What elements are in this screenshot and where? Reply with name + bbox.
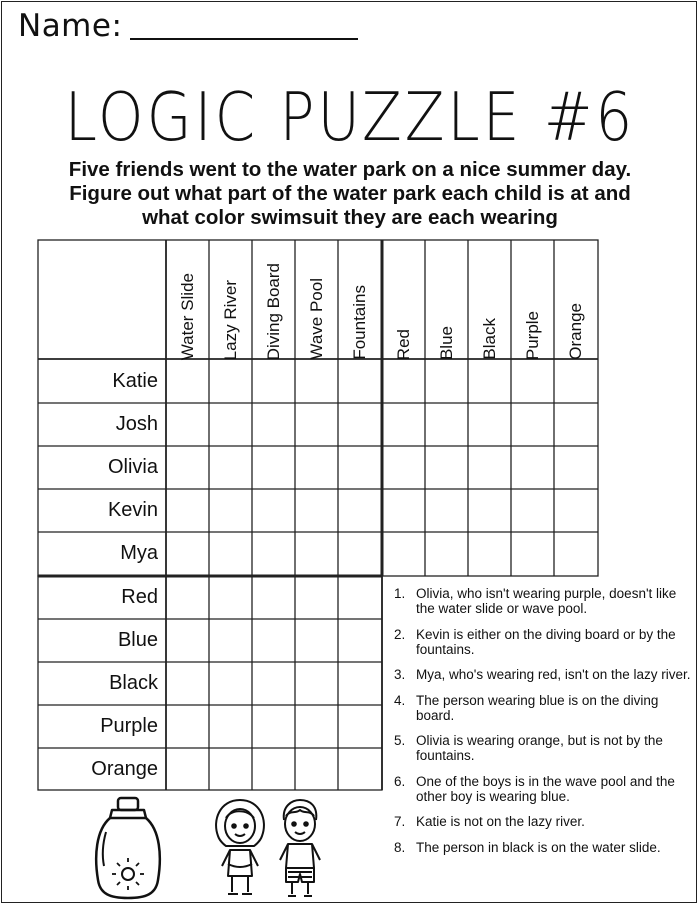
clue-item: 7. Katie is not on the lazy river. bbox=[394, 814, 585, 829]
girl-swimmer-icon bbox=[210, 796, 270, 902]
clue-item: 6. One of the boys is in the wave pool and the other boy is wearing blue. bbox=[394, 773, 675, 804]
row-header-mya: Mya bbox=[120, 542, 158, 564]
col-header-lazy-river: Lazy River bbox=[220, 279, 240, 360]
name-label: Name: bbox=[18, 8, 123, 44]
clue-item: 2. Kevin is either on the diving board or by the fountains. bbox=[394, 626, 676, 657]
clue-item: 4. The person wearing blue is on the diving board. bbox=[394, 692, 659, 723]
col-header-blue: Blue bbox=[436, 325, 456, 360]
clue-item: 5. Olivia is wearing orange, but is not by the fountains. bbox=[394, 733, 663, 763]
intro-line: Five friends went to the water park on a nice summer day. bbox=[68, 158, 632, 181]
boy-swimmer-icon bbox=[272, 796, 328, 902]
col-header-purple: Purple bbox=[522, 310, 542, 360]
row-header-katie: Katie bbox=[112, 370, 158, 392]
col-header-orange: Orange bbox=[565, 303, 585, 360]
page-title: LOGIC PUZZLE #6 bbox=[64, 78, 636, 157]
clue-item: 1. Olivia, who isn't wearing purple, doesn't like the water slide or wave pool. bbox=[394, 586, 677, 616]
row-header-purple: Purple bbox=[100, 715, 158, 737]
intro-line: what color swimsuit they are each wearing bbox=[142, 206, 558, 229]
col-header-fountains: Fountains bbox=[349, 285, 369, 360]
row-header-kevin: Kevin bbox=[107, 499, 158, 521]
row-header-black: Black bbox=[109, 672, 158, 694]
col-header-water-slide: Water Slide bbox=[177, 272, 197, 360]
col-header-wave-pool: Wave Pool bbox=[306, 278, 326, 360]
intro-line: Figure out what part of the water park each child is at and bbox=[69, 182, 631, 205]
col-header-red: Red bbox=[393, 328, 413, 360]
row-header-josh: Josh bbox=[115, 413, 158, 435]
sunscreen-bottle-icon bbox=[88, 796, 168, 902]
row-header-olivia: Olivia bbox=[107, 456, 158, 478]
col-header-black: Black bbox=[479, 318, 499, 360]
row-header-blue: Blue bbox=[117, 629, 158, 651]
row-header-orange: Orange bbox=[91, 758, 158, 780]
row-header-red: Red bbox=[121, 586, 158, 608]
clue-item: 8. The person in black is on the water slide. bbox=[394, 839, 661, 855]
clue-list bbox=[394, 586, 694, 865]
col-header-diving-board: Diving Board bbox=[263, 262, 283, 360]
clue-item: 3. Mya, who's wearing red, isn't on the lazy river. bbox=[394, 667, 691, 682]
